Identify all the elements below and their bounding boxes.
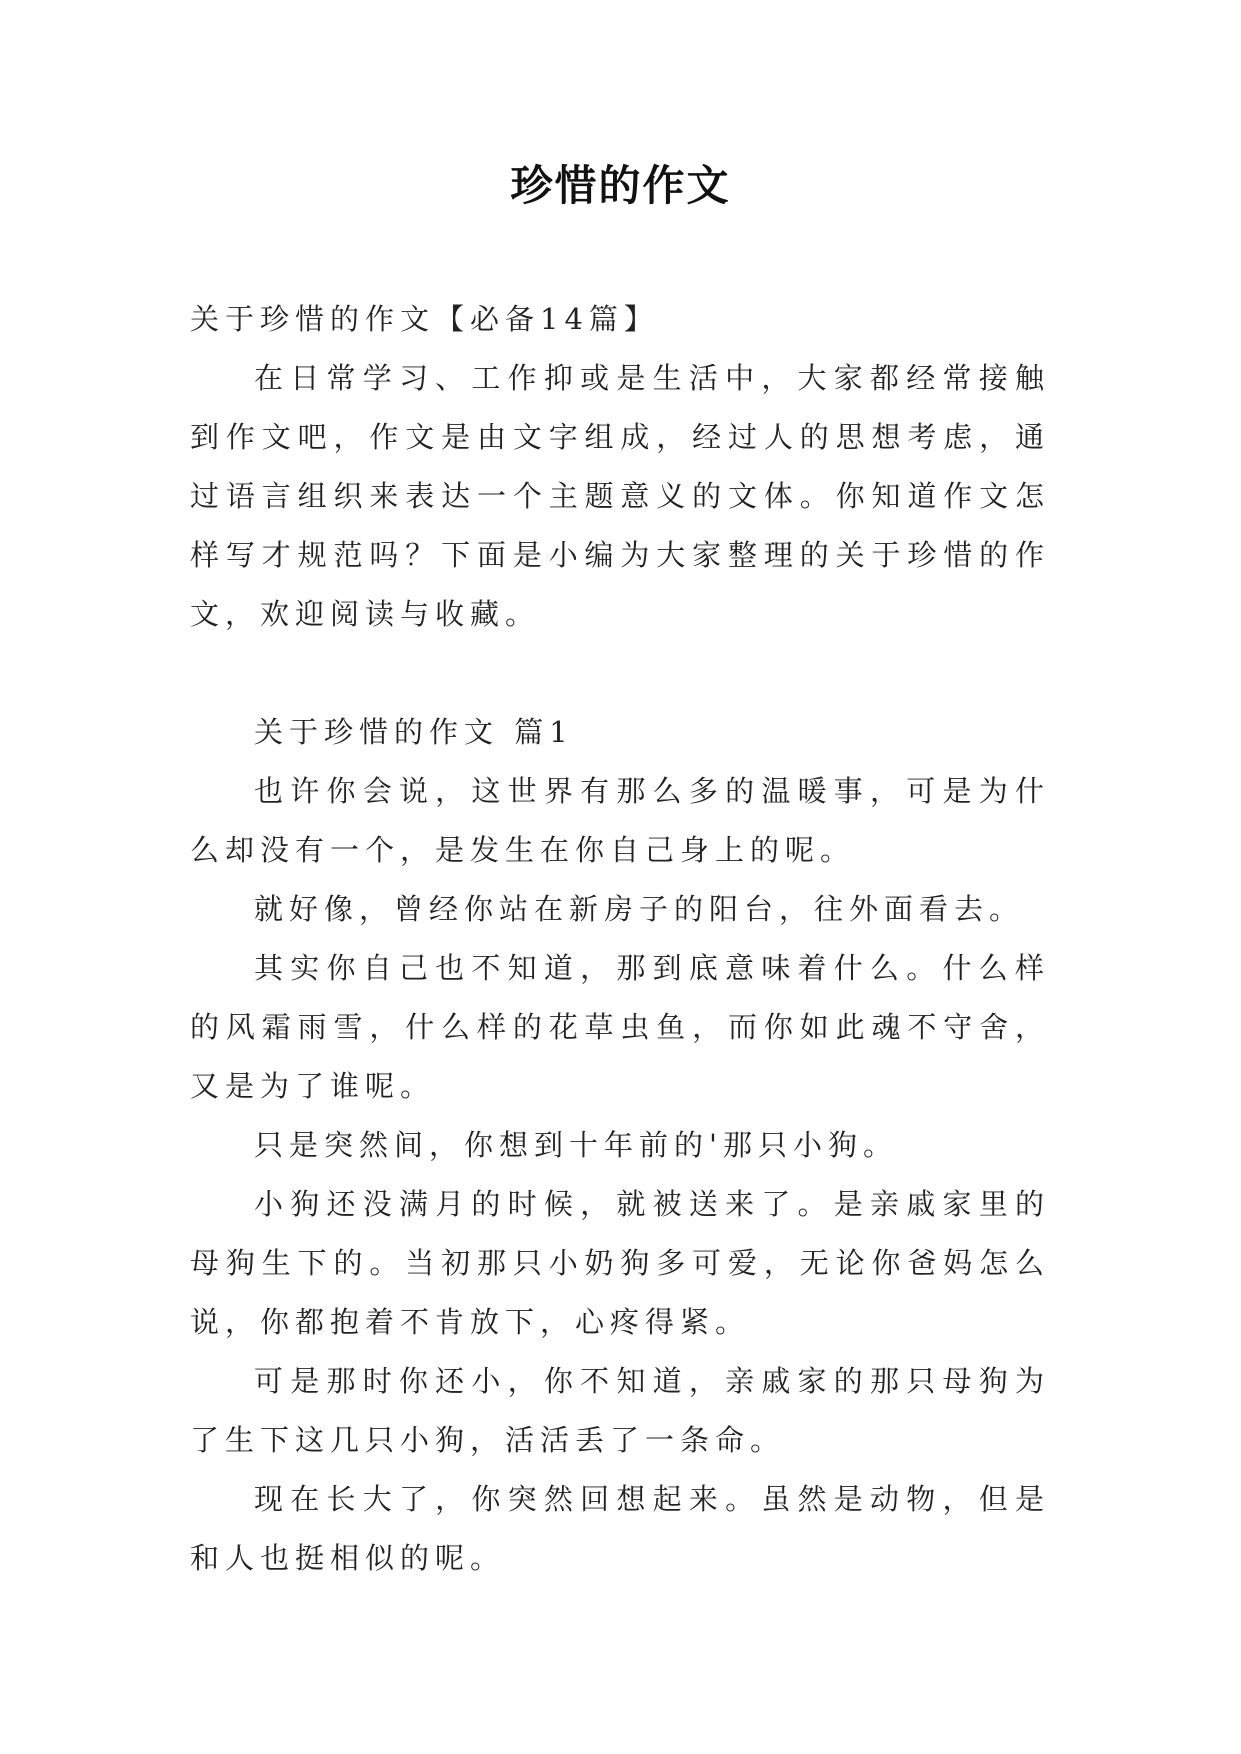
body-paragraph: 可是那时你还小，你不知道，亲戚家的那只母狗为了生下这几只小狗，活活丢了一条命。 bbox=[190, 1364, 1050, 1457]
body-paragraph: 小狗还没满月的时候，就被送来了。是亲戚家里的母狗生下的。当初那只小奶狗多可爱，无论你爸妈怎么说，你都抱着不肯放下，心疼得紧。 bbox=[190, 1187, 1050, 1339]
document-title: 珍惜的作文 bbox=[510, 161, 731, 210]
intro-paragraph: 在日常学习、工作抑或是生活中，大家都经常接触到作文吧，作文是由文字组成，经过人的思想考虑，通过语言组织来表达一个主题意义的文体。你知道作文怎样写才规范吗？下面是小编为大家整理的关于珍惜的作文，欢迎阅读与收藏。 bbox=[190, 361, 1050, 631]
document-subtitle: 关于珍惜的作文【必备14篇】 bbox=[190, 302, 659, 336]
section-heading: 关于珍惜的作文 篇1 bbox=[254, 715, 574, 749]
body-paragraph: 也许你会说，这世界有那么多的温暖事，可是为什么却没有一个，是发生在你自己身上的呢。 bbox=[190, 774, 1050, 867]
body-paragraph: 现在长大了，你突然回想起来。虽然是动物，但是和人也挺相似的呢。 bbox=[190, 1482, 1050, 1575]
body-paragraph: 其实你自己也不知道，那到底意味着什么。什么样的风霜雨雪，什么样的花草虫鱼，而你如此魂不守舍，又是为了谁呢。 bbox=[190, 951, 1050, 1103]
document-body bbox=[190, 290, 1050, 1588]
paragraph-spacer bbox=[190, 644, 1050, 703]
body-paragraph: 就好像，曾经你站在新房子的阳台，往外面看去。 bbox=[254, 892, 1025, 926]
body-paragraph: 只是突然间，你想到十年前的'那只小狗。 bbox=[254, 1128, 898, 1162]
